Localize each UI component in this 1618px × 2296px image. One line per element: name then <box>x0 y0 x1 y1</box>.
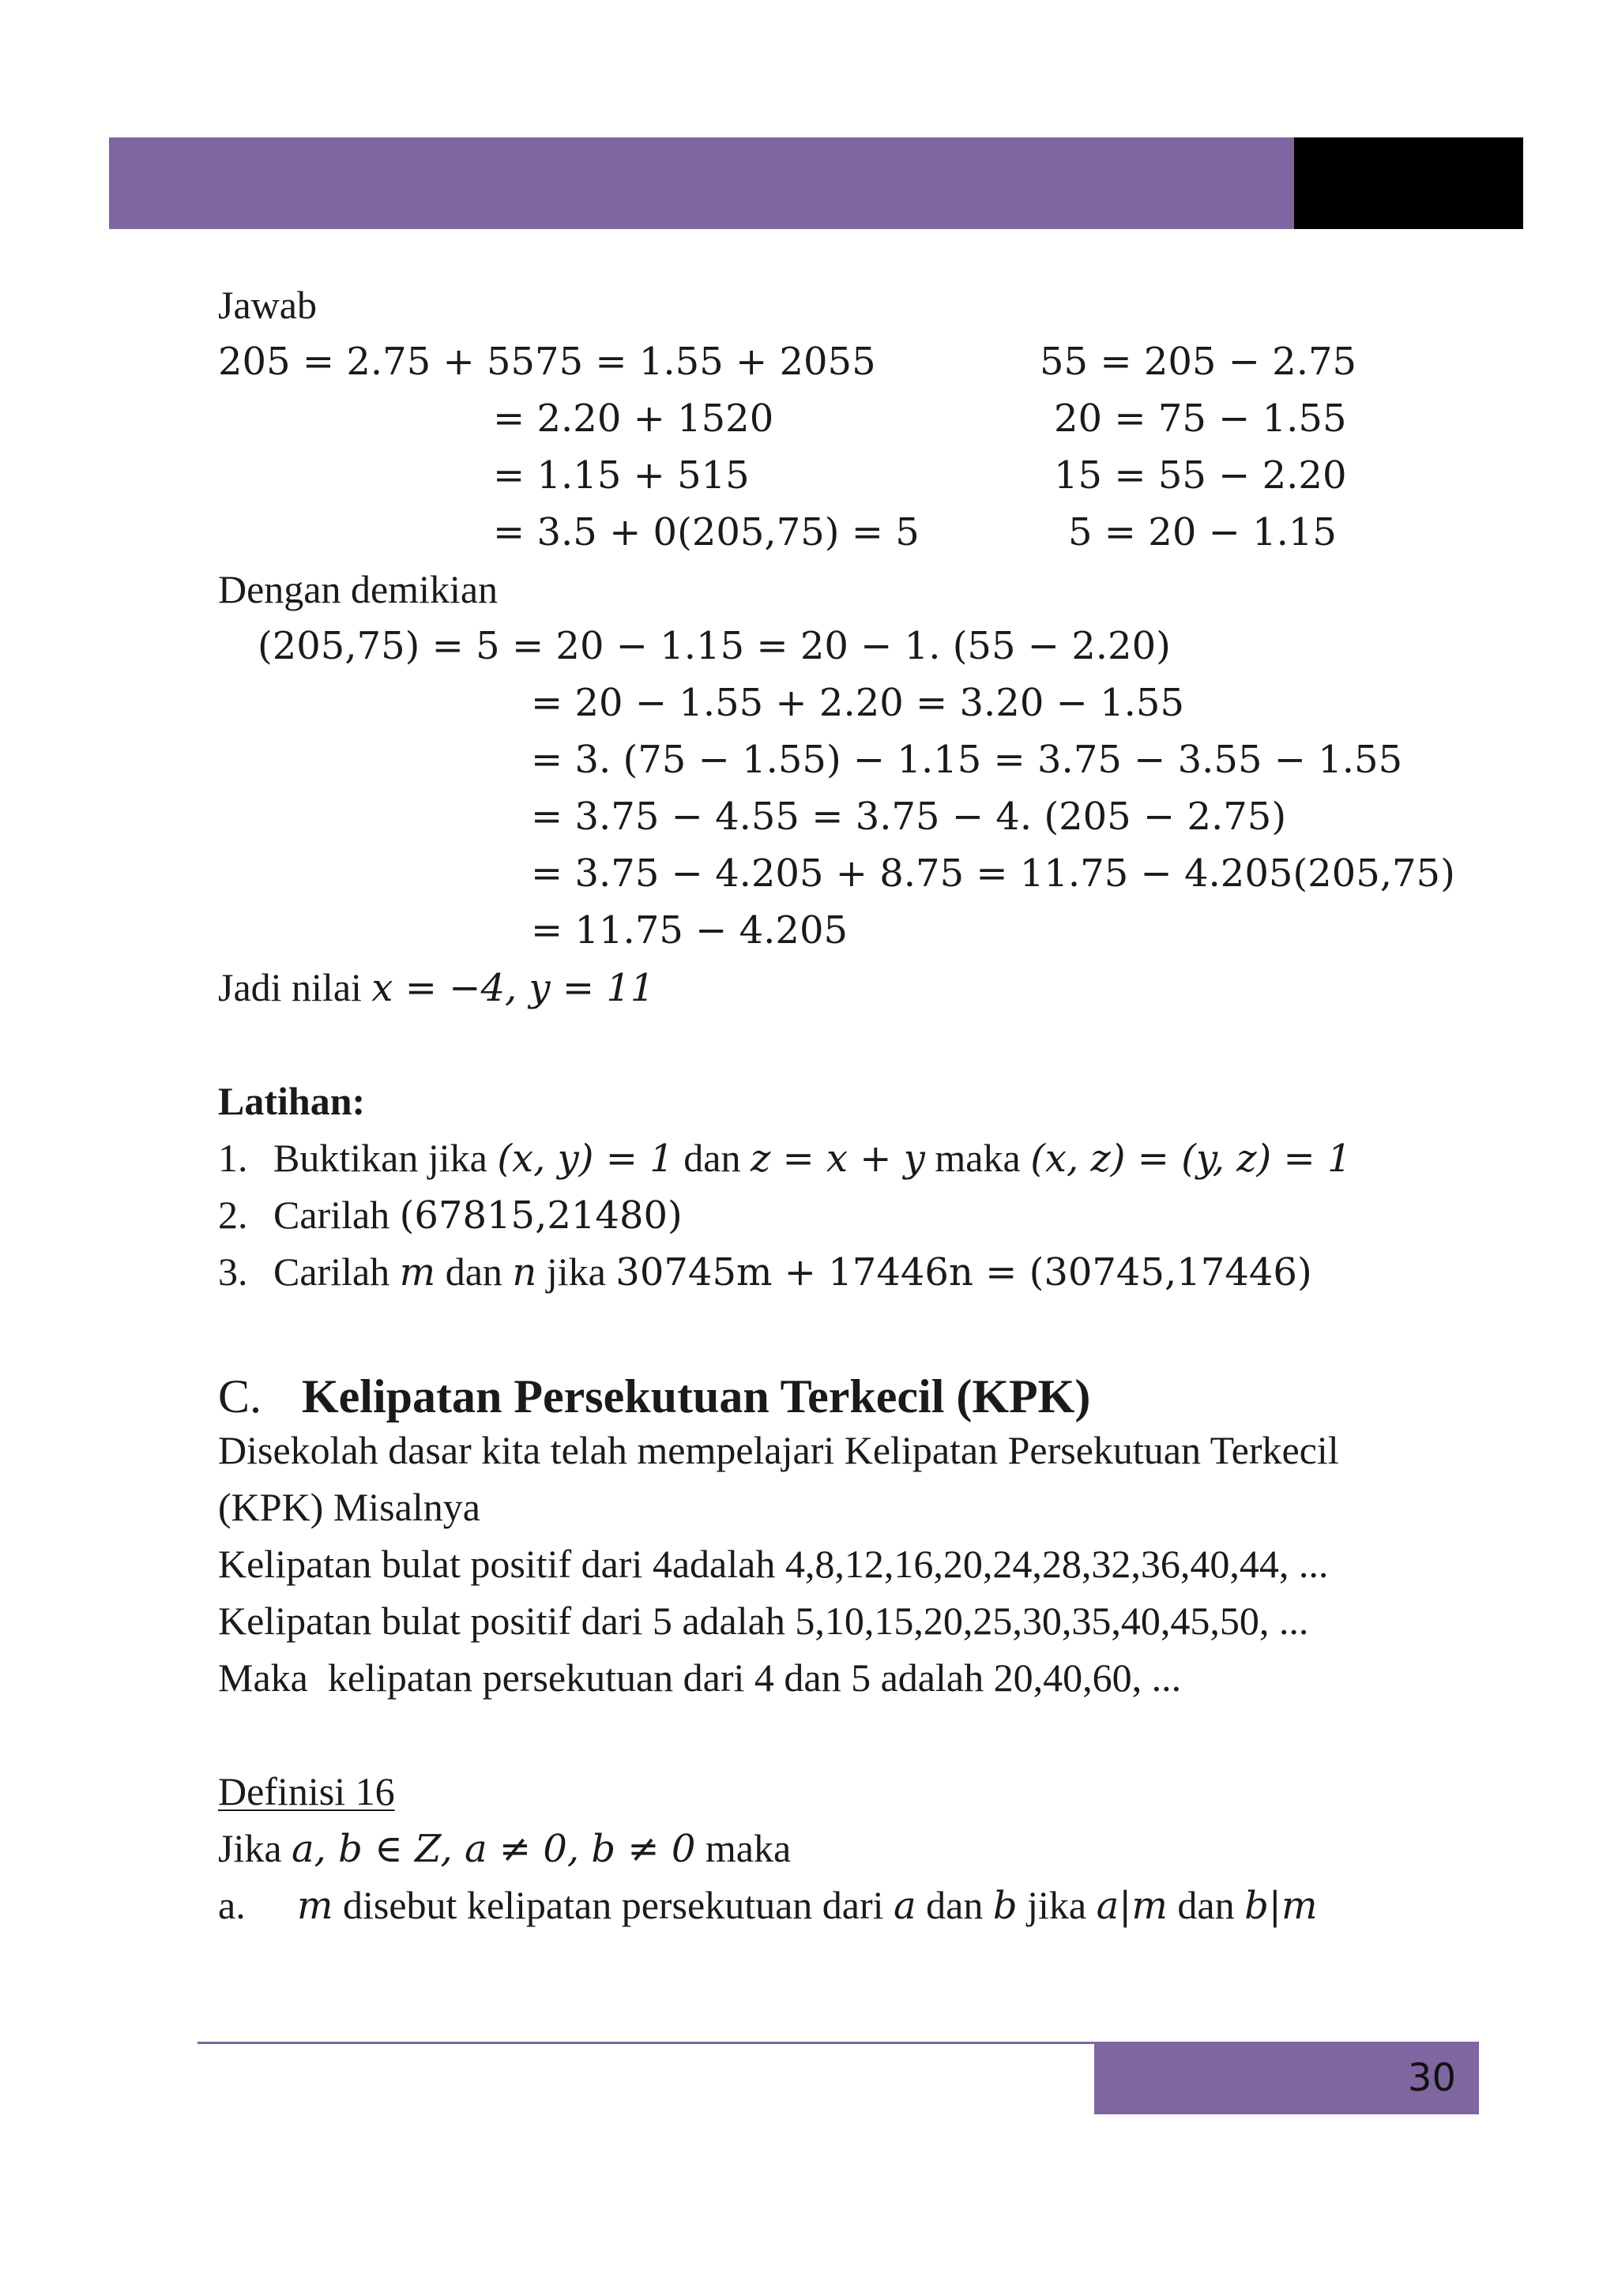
item-text: Carilah <box>273 1249 400 1294</box>
item-math: 30745m + 17446n = (30745,17446) <box>615 1250 1312 1295</box>
jawab-left-line-1: 205 = 2.75 + 5575 = 1.55 + 2055 <box>218 340 876 384</box>
item-math: (x, y) = 1 <box>497 1137 674 1181</box>
item-text: maka <box>924 1136 1031 1180</box>
item-text: Buktikan jika <box>273 1136 498 1180</box>
section-para-2: (KPK) Misalnya <box>218 1485 480 1529</box>
conclusion-line <box>218 959 654 1016</box>
section-para-4: Kelipatan bulat positif dari 5 adalah 5,10,15,20,25,30,35,40,45,50, ... <box>218 1599 1309 1643</box>
section-letter: C. <box>218 1370 262 1422</box>
section-heading <box>218 1365 1090 1428</box>
section-title: Kelipatan Persekutuan Terkecil (KPK) <box>302 1370 1091 1422</box>
footer-rule <box>198 2042 1106 2044</box>
list-number: 1. <box>218 1136 248 1180</box>
definisi-title: Definisi 16 <box>218 1769 395 1813</box>
list-number: 2. <box>218 1193 248 1237</box>
jawab-left-line-2: = 2.20 + 1520 <box>493 396 774 441</box>
item-math: z = x + y <box>750 1137 925 1181</box>
demikian-label: Dengan demikian <box>218 567 499 611</box>
item-math: n <box>512 1250 537 1295</box>
header-accent-bar <box>109 137 1294 229</box>
section-para-5: Maka kelipatan persekutuan dari 4 dan 5 adalah 20,40,60, ... <box>218 1655 1182 1700</box>
def-math: m <box>297 1884 333 1928</box>
demikian-line-3: = 3. (75 − 1.55) − 1.15 = 3.75 − 3.55 − 1.55 <box>531 738 1403 782</box>
latihan-title: Latihan: <box>218 1079 366 1123</box>
def-text: dan <box>1167 1883 1245 1927</box>
jawab-label: Jawab <box>218 283 317 327</box>
item-text: dan <box>673 1136 751 1180</box>
item-math: (67815,21480) <box>399 1193 683 1238</box>
jawab-right-line-4: 5 = 20 − 1.15 <box>1068 510 1337 554</box>
demikian-line-6: = 11.75 − 4.205 <box>531 908 849 953</box>
page-number: 30 <box>1407 2056 1456 2100</box>
def-text: jika <box>1017 1883 1097 1927</box>
item-text: Carilah <box>273 1193 400 1237</box>
latihan-item-3 <box>218 1243 1312 1301</box>
jawab-right-line-2: 20 = 75 − 1.55 <box>1054 396 1347 441</box>
def-text: disebut kelipatan persekutuan dari <box>333 1883 894 1927</box>
conclusion-math: x = −4, y = 11 <box>371 966 655 1010</box>
latihan-item-1 <box>218 1129 1352 1187</box>
list-number: 3. <box>218 1249 248 1294</box>
def-text: maka <box>695 1826 792 1870</box>
jawab-left-line-4: = 3.5 + 0(205,75) = 5 <box>493 510 920 554</box>
def-text: dan <box>916 1883 993 1927</box>
item-text: jika <box>536 1249 616 1294</box>
def-math: b <box>992 1884 1018 1928</box>
section-para-3: Kelipatan bulat positif dari 4adalah 4,8,12,16,20,24,28,32,36,40,44, ... <box>218 1542 1329 1586</box>
item-text: dan <box>435 1249 513 1294</box>
section-para-1: Disekolah dasar kita telah mempelajari Kelipatan Persekutuan Terkecil <box>218 1428 1339 1472</box>
definisi-item-a <box>218 1877 1318 1934</box>
header-black-block <box>1294 137 1523 229</box>
def-item-label: a. <box>218 1883 246 1927</box>
def-text: Jika <box>218 1826 292 1870</box>
jawab-right-line-3: 15 = 55 − 2.20 <box>1054 453 1347 498</box>
demikian-line-4: = 3.75 − 4.55 = 3.75 − 4. (205 − 2.75) <box>531 795 1287 839</box>
def-math: a|m <box>1096 1884 1168 1928</box>
def-math: a, b ∈ Z, a ≠ 0, b ≠ 0 <box>292 1827 696 1871</box>
demikian-line-2: = 20 − 1.55 + 2.20 = 3.20 − 1.55 <box>531 681 1184 725</box>
definisi-line-1 <box>218 1820 791 1877</box>
latihan-item-2 <box>218 1186 683 1244</box>
item-math: m <box>399 1250 436 1295</box>
demikian-line-5: = 3.75 − 4.205 + 8.75 = 11.75 − 4.205(205,75) <box>531 851 1455 896</box>
conclusion-text: Jadi nilai <box>218 965 372 1009</box>
demikian-line-1: (205,75) = 5 = 20 − 1.15 = 20 − 1. (55 − 2.20) <box>258 624 1171 668</box>
jawab-left-line-3: = 1.15 + 515 <box>493 453 750 498</box>
def-math: b|m <box>1244 1884 1318 1928</box>
jawab-right-line-1: 55 = 205 − 2.75 <box>1040 340 1357 384</box>
def-math: a <box>894 1884 916 1928</box>
item-math: (x, z) = (y, z) = 1 <box>1030 1137 1352 1181</box>
